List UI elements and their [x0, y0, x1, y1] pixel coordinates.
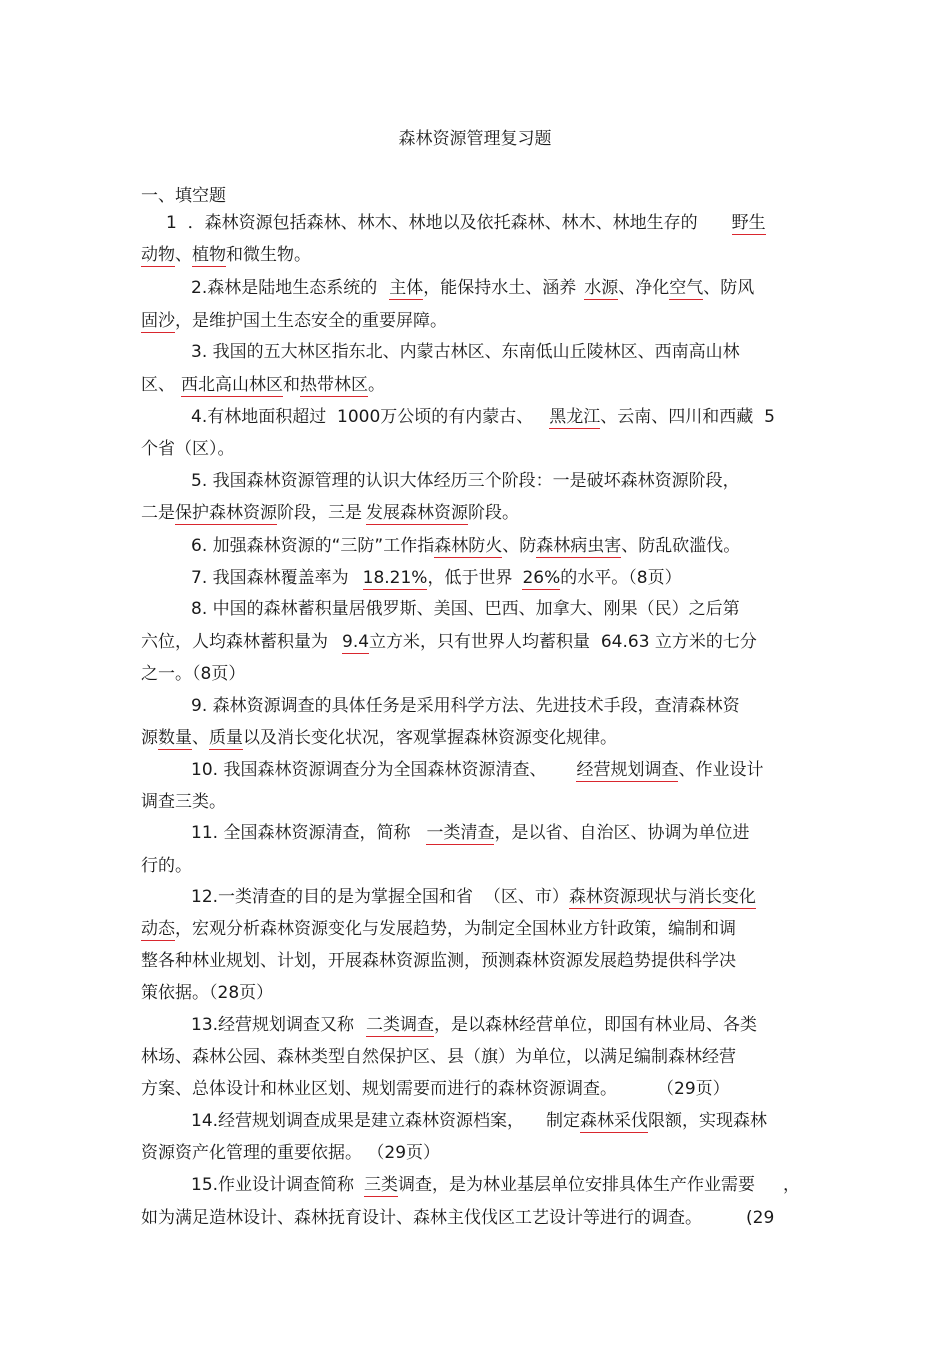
question-12-line-4: 策依据。（28页） [141, 983, 274, 1003]
question-1-text: 1 ．森林资源包括森林、林木、林地以及依托森林、林木、林地生存的 [166, 213, 698, 233]
question-1-line-1 [166, 212, 766, 234]
question-5-line-1: 5. 我国森林资源管理的认识大体经历三个阶段：一是破坏森林资源阶段， [191, 471, 740, 491]
question-8-line-3: 之一。（8页） [141, 664, 246, 684]
answer-wildlife-part1: 野生 [731, 213, 766, 233]
answer-per-capita: 9.4 [342, 632, 370, 652]
document-title: 森林资源管理复习题 [398, 129, 552, 149]
question-3-line-1: 3. 我国的五大林区指东北、内蒙古林区、东南低山丘陵林区、西南高山林 [191, 342, 740, 362]
question-14-line-2: 资源资产化管理的重要依据。 （29页） [141, 1143, 441, 1163]
answer-plants: 植物 [192, 245, 226, 265]
answer-sand-fixation: 固沙 [141, 311, 175, 331]
question-13-line-1: 13.经营规划调查又称 二类调查，是以森林经营单位，即国有林业局、各类 [191, 1015, 758, 1035]
question-9-line-1: 9. 森林资源调查的具体任务是采用科学方法、先进技术手段，查清森林资 [191, 696, 740, 716]
question-12-line-1: 12.一类清查的目的是为掌握全国和省 （区、市）森林资源现状与消长变化 [191, 887, 756, 907]
answer-protect-resources: 保护森林资源 [175, 503, 277, 523]
question-10-line-1: 10. 我国森林资源调查分为全国森林资源清查、 经营规划调查、作业设计 [191, 760, 764, 780]
question-4-line-2: 个省（区）。 [141, 439, 235, 459]
question-7-line-1: 7. 我国森林覆盖率为 18.21%，低于世界 26%的水平。（8页） [191, 568, 682, 588]
question-13-line-2: 林场、森林公园、森林类型自然保护区、县（旗）为单位，以满足编制森林经营 [141, 1047, 736, 1067]
answer-main-body: 主体 [389, 278, 424, 298]
question-11-line-1: 11. 全国森林资源清查，简称 一类清查，是以省、自治区、协调为单位进 [191, 823, 750, 843]
question-1-line-2: 动物、植物和微生物。 [141, 245, 311, 265]
question-8-line-1: 8. 中国的森林蓄积量居俄罗斯、美国、巴西、加拿大、刚果（民）之后第 [191, 599, 740, 619]
answer-develop-resources: 发展森林资源 [366, 503, 468, 523]
question-8-line-2: 六位，人均森林蓄积量为 9.4立方米，只有世界人均蓄积量 64.63 立方米的七分 [141, 632, 757, 652]
answer-status-dynamics-part1: 森林资源现状与消长变化 [568, 887, 756, 907]
answer-world-rate: 26% [522, 568, 561, 588]
answer-forest-harvest: 森林采伐 [580, 1111, 649, 1131]
question-15-line-1: 15.作业设计调查简称 三类调查，是为林业基层单位安排具体生产作业需要 ， [191, 1175, 801, 1195]
answer-coverage-rate: 18.21% [362, 568, 428, 588]
question-11-line-2: 行的。 [141, 856, 192, 876]
answer-quality: 质量 [209, 728, 243, 748]
question-12-line-3: 整各种林业规划、计划，开展森林资源监测，预测森林资源发展趋势提供科学决 [141, 951, 736, 971]
section-heading: 一、填空题 [141, 186, 226, 206]
answer-class-one-survey: 一类清查 [426, 823, 495, 843]
answer-tropical-forest: 热带林区 [300, 375, 368, 395]
question-9-line-2: 源数量、质量以及消长变化状况，客观掌握森林资源变化规律。 [141, 728, 617, 748]
answer-air: 空气 [669, 278, 704, 298]
answer-forest-fire: 森林防火 [434, 536, 503, 556]
answer-quantity: 数量 [158, 728, 192, 748]
question-5-line-2: 二是保护森林资源阶段，三是 发展森林资源阶段。 [141, 503, 519, 523]
answer-pests: 森林病虫害 [536, 536, 622, 556]
question-2-line-2: 固沙，是维护国土生态安全的重要屏障。 [141, 311, 447, 331]
question-3-line-2: 区、 西北高山林区和热带林区。 [141, 375, 385, 395]
question-15-line-2: 如为满足造林设计、森林抚育设计、森林主伐伐区工艺设计等进行的调查。 (29 [141, 1208, 775, 1228]
answer-management-survey: 经营规划调查 [576, 760, 679, 780]
answer-water-source: 水源 [584, 278, 619, 298]
question-12-line-2: 动态，宏观分析森林资源变化与发展趋势，为制定全国林业方针政策，编制和调 [141, 919, 736, 939]
question-6-line-1: 6. 加强森林资源的“三防”工作指森林防火、防森林病虫害、防乱砍滥伐。 [191, 536, 741, 556]
answer-northwest-forest: 西北高山林区 [181, 375, 283, 395]
answer-class-three: 三类 [364, 1175, 399, 1195]
question-4-line-1: 4.有林地面积超过 1000万公顷的有内蒙古、 黑龙江、云南、四川和西藏 5 [191, 407, 775, 427]
answer-wildlife-part2: 动物 [141, 245, 175, 265]
question-10-line-2: 调查三类。 [141, 792, 226, 812]
answer-status-dynamics-part2: 动态 [141, 919, 175, 939]
question-13-line-3: 方案、总体设计和林业区划、规划需要而进行的森林资源调查。 （29页） [141, 1079, 730, 1099]
answer-class-two-survey: 二类调查 [366, 1015, 435, 1035]
answer-heilongjiang: 黑龙江 [549, 407, 601, 427]
question-14-line-1: 14.经营规划调查成果是建立森林资源档案， 制定森林采伐限额，实现森林 [191, 1111, 768, 1131]
question-2-line-1: 2.森林是陆地生态系统的 主体，能保持水土、涵养 水源、净化空气、防风 [191, 278, 755, 298]
